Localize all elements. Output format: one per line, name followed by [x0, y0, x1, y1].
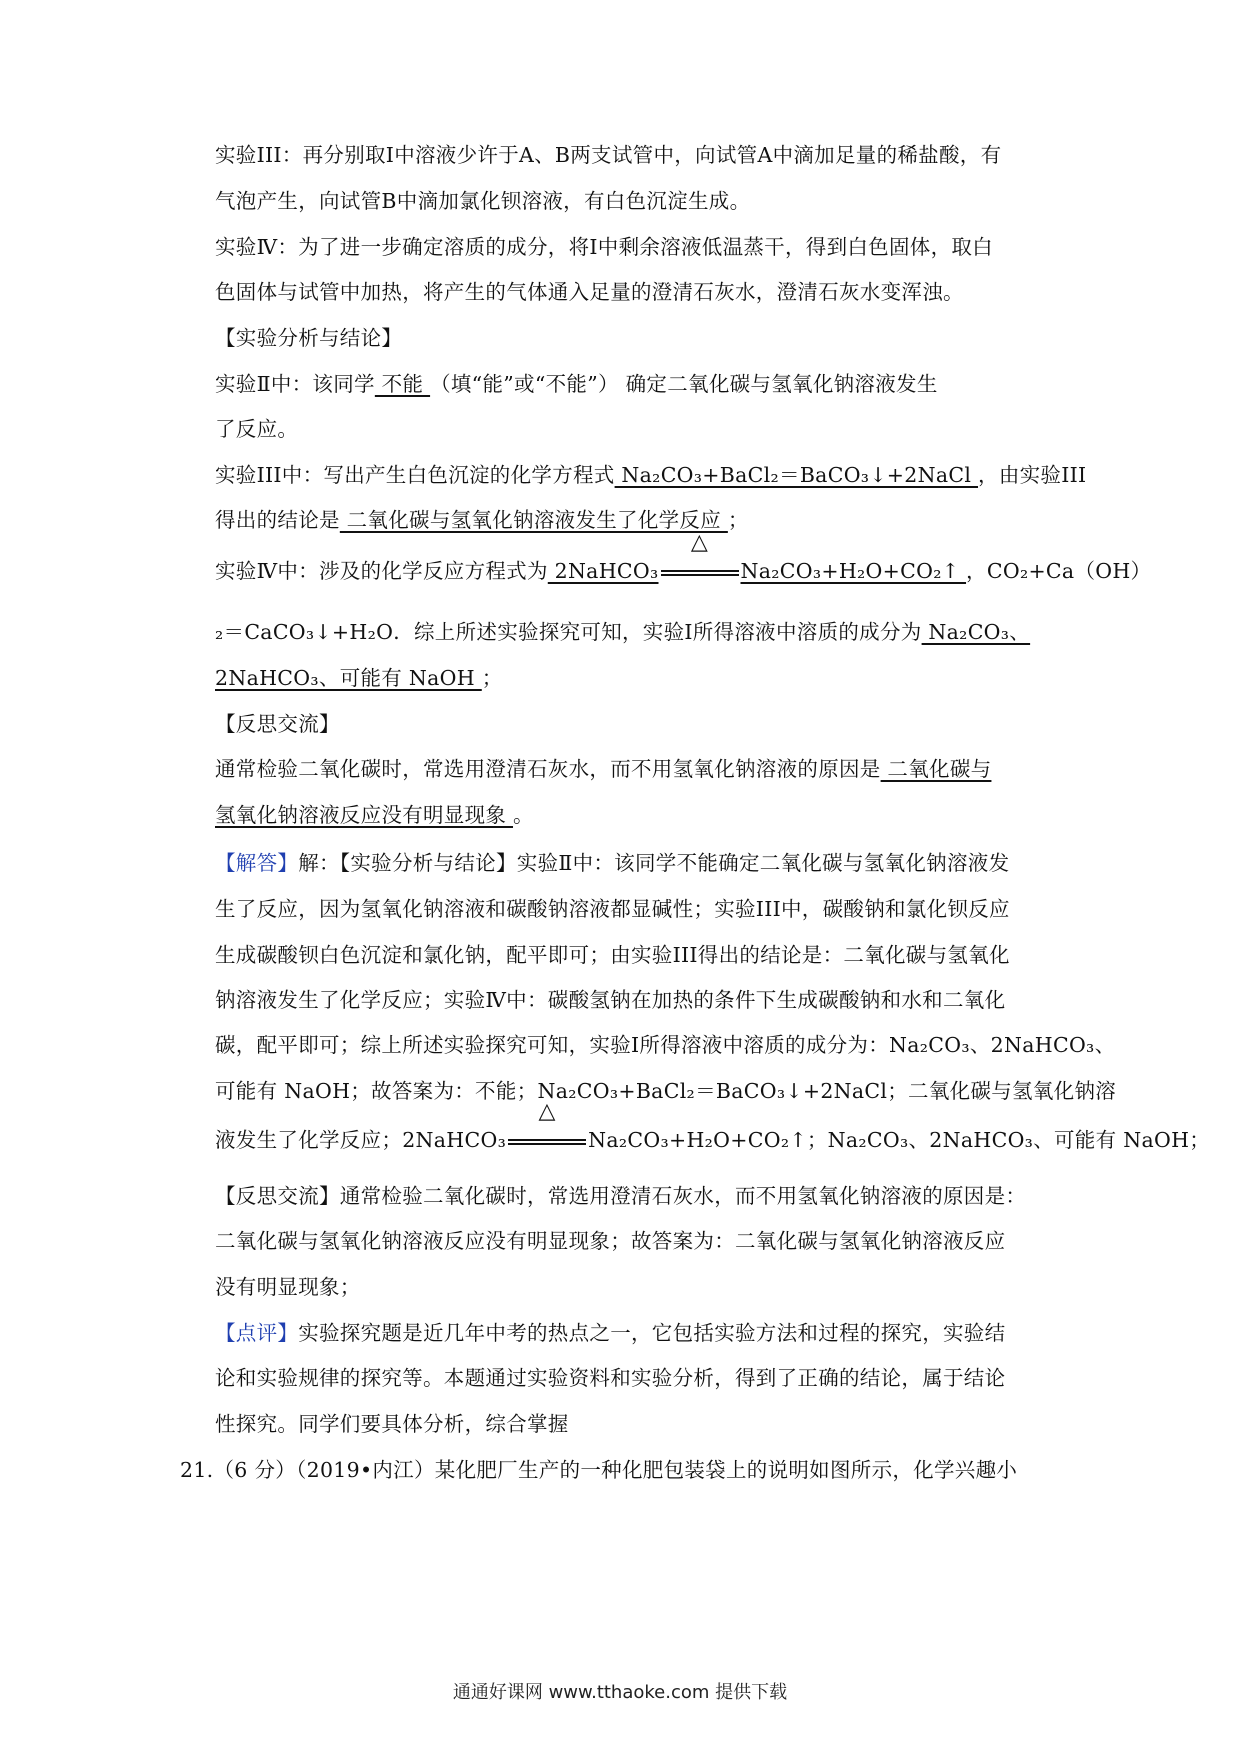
equals-bar [508, 1139, 586, 1145]
text-line: 实验III：再分别取Ⅰ中溶液少许于A、B两支试管中，向试管A中滴加足量的稀盐酸，有 [215, 143, 1002, 167]
text-segment: 实验Ⅳ中：涉及的化学反应方程式为 [215, 559, 548, 583]
heat-condition [659, 530, 741, 586]
section-heading: 【反思交流】 [215, 712, 340, 736]
text-segment: 实验III中：写出产生白色沉淀的化学方程式 [215, 463, 615, 487]
text-line: 钠溶液发生了化学反应；实验Ⅳ中：碳酸氢钠在加热的条件下生成碳酸钠和水和二氧化 [215, 988, 1006, 1012]
text-line [215, 460, 1087, 490]
footer-text: 通通好课网 www.tthaoke.com 提供下载 [452, 1682, 788, 1703]
text-segment: 液发生了化学反应；2NaHCO₃ [215, 1128, 507, 1152]
text-line: 【反思交流】通常检验二氧化碳时，常选用澄清石灰水，而不用氢氧化钠溶液的原因是： [215, 1184, 1027, 1208]
text-line: 生成碳酸钡白色沉淀和氯化钠，配平即可；由实验III得出的结论是：二氧化碳与氢氧化 [215, 943, 1010, 967]
text-line: 二氧化碳与氢氧化钠溶液反应没有明显现象；故答案为：二氧化碳与氢氧化钠溶液反应 [215, 1229, 1006, 1253]
question-line: 21.（6 分）（2019•内江）某化肥厂生产的一种化肥包装袋上的说明如图所示，化学兴趣小 [180, 1458, 1018, 1482]
text-line: 没有明显现象； [215, 1275, 361, 1299]
section-heading: 【实验分析与结论】 [215, 326, 403, 350]
text-segment: ，由实验III [978, 463, 1087, 487]
equals-bar [661, 570, 739, 576]
text-line [215, 369, 1055, 399]
comment-tag: 【点评】 [215, 1321, 299, 1345]
answer-blank: 二氧化碳与氢氧化钠溶液发生了化学反应 [339, 508, 728, 532]
answer-tag: 【解答】 [215, 851, 299, 875]
text-line [215, 530, 1152, 586]
text-segment: ，CO₂+Ca（OH） [966, 559, 1152, 583]
text-segment: 实验Ⅱ中：该同学 [215, 372, 375, 396]
text-line [215, 848, 1055, 878]
text-segment: ； [481, 666, 503, 690]
text-line: 实验Ⅳ：为了进一步确定溶质的成分，将Ⅰ中剩余溶液低温蒸干，得到白色固体，取白 [215, 235, 993, 259]
text-segment: ； [727, 508, 749, 532]
text-segment: 通常检验二氧化碳时，常选用澄清石灰水，而不用氢氧化钠溶液的原因是 [215, 757, 881, 781]
text-line: 可能有 NaOH；故答案为：不能；Na₂CO₃+BaCl₂＝BaCO₃↓+2NaCl；二氧化碳与氢氧化钠溶 [215, 1079, 1117, 1103]
text-line: 性探究。同学们要具体分析，综合掌握 [215, 1412, 569, 1436]
text-line: 生了反应，因为氢氧化钠溶液和碳酸钠溶液都显碱性；实验III中，碳酸钠和氯化钡反应 [215, 897, 1010, 921]
text-segment: 解：【实验分析与结论】实验Ⅱ中：该同学不能确定二氧化碳与氢氧化钠溶液发 [298, 851, 1010, 875]
text-line [215, 617, 1055, 647]
heat-condition [506, 1099, 588, 1155]
text-segment: Na₂CO₃+H₂O+CO₂↑；Na₂CO₃、2NaHCO₃、可能有 NaOH； [588, 1128, 1211, 1152]
text-line: 色固体与试管中加热，将产生的气体通入足量的澄清石灰水，澄清石灰水变浑浊。 [215, 280, 964, 304]
text-line [215, 800, 1055, 830]
answer-blank: Na₂CO₃、 [921, 620, 1031, 644]
text-line [215, 1318, 1055, 1348]
text-line: 碳，配平即可；综上所述实验探究可知，实验Ⅰ所得溶液中溶质的成分为：Na₂CO₃、2NaHCO₃、 [215, 1033, 1116, 1057]
triangle-icon: △ [690, 530, 709, 555]
text-segment: ₂＝CaCO₃↓+H₂O．综上所述实验探究可知，实验Ⅰ所得溶液中溶质的成分为 [215, 620, 922, 644]
text-line: 论和实验规律的探究等。本题通过实验资料和实验分析，得到了正确的结论，属于结论 [215, 1366, 1006, 1390]
text-line [215, 754, 1055, 784]
text-line [215, 1099, 1211, 1155]
answer-blank: 二氧化碳与 [880, 757, 992, 781]
text-segment: 得出的结论是 [215, 508, 340, 532]
text-line [215, 663, 1055, 693]
triangle-icon: △ [538, 1099, 556, 1124]
text-segment: 实验探究题是近几年中考的热点之一，它包括实验方法和过程的探究，实验结 [298, 1321, 1006, 1345]
answer-blank: Na₂CO₃+BaCl₂＝BaCO₃↓+2NaCl [614, 463, 979, 487]
answer-blank: 不能 [374, 372, 431, 396]
text-line: 了反应。 [215, 417, 299, 441]
answer-blank: 氢氧化钠溶液反应没有明显现象 [215, 803, 514, 827]
text-segment: 。 [513, 803, 534, 827]
answer-blank: 2NaHCO₃ △ Na₂CO₃+H₂O+CO₂↑ [548, 559, 966, 583]
text-line: 气泡产生，向试管B中滴加氯化钡溶液，有白色沉淀生成。 [215, 189, 751, 213]
text-line [215, 505, 1055, 535]
answer-blank: 2NaHCO₃、可能有 NaOH [215, 666, 482, 690]
text-segment: （填“能”或“不能”） 确定二氧化碳与氢氧化钠溶液发生 [430, 372, 938, 396]
